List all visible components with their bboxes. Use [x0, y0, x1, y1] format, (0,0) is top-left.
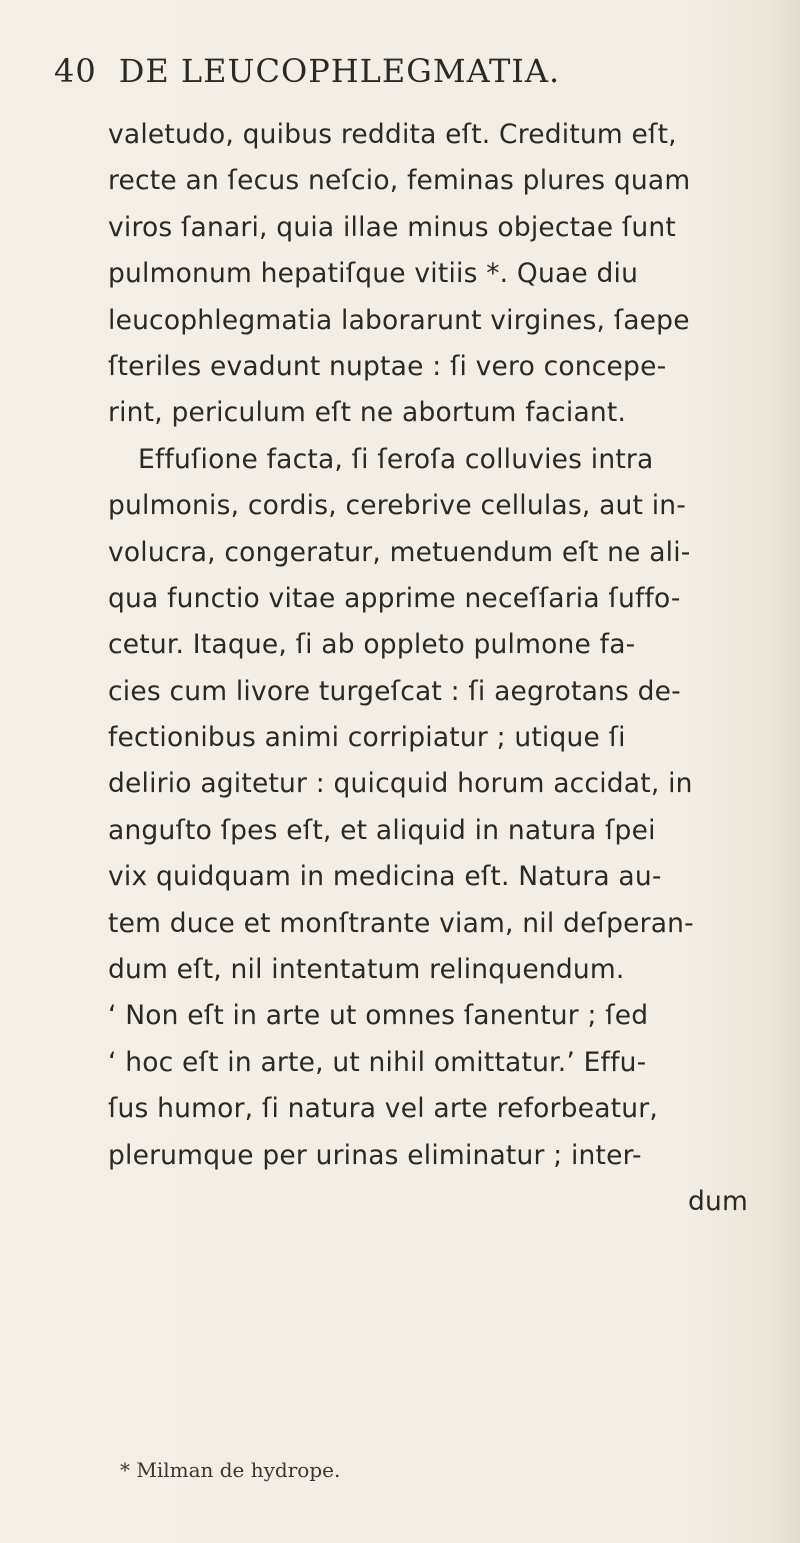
text-line: anguſto ſpes eſt, et aliquid in natura ſpei — [108, 814, 656, 846]
running-header — [54, 52, 754, 90]
text-line: vix quidquam in medicina eſt. Natura au- — [108, 861, 662, 893]
text-line: fectionibus animi corripiatur ; utique ſi — [108, 722, 626, 754]
page-number: 40 — [54, 52, 97, 90]
quote-line: ‘ hoc eſt in arte, ut nihil omittatur.’ Effu- — [108, 1046, 647, 1078]
text-line: pulmonum hepatiſque vitiis *. Quae diu — [108, 258, 639, 290]
text-line: pulmonis, cordis, cerebrive cellulas, aut in- — [108, 490, 687, 522]
catchword: dum — [687, 1185, 748, 1217]
text-line: delirio agitetur : quicquid horum accidat, in — [108, 768, 693, 800]
text-line: viros ſanari, quia illae minus objectae ſunt — [108, 211, 676, 243]
text-line: ſus humor, ſi natura vel arte reforbeatur, — [108, 1093, 658, 1125]
text-line: dum eſt, nil intentatum relinquendum. — [108, 954, 625, 986]
text-line: ſteriles evadunt nuptae : ſi vero concepe- — [108, 350, 667, 382]
text-line: plerumque per urinas eliminatur ; inter- — [108, 1139, 642, 1171]
text-line: leucophlegmatia laborarunt virgines, ſaepe — [108, 304, 690, 336]
text-line: valetudo, quibus reddita eſt. Creditum eſt, — [108, 119, 677, 150]
footnote: * Milman de hydrope. — [120, 1458, 341, 1482]
text-line: rint, periculum eſt ne abortum faciant. — [108, 397, 627, 429]
quote-line: ‘ Non eſt in arte ut omnes ſanentur ; ſed — [108, 1000, 649, 1032]
text-line: volucra, congeratur, metuendum eſt ne ali- — [108, 536, 691, 568]
running-title: DE LEUCOPHLEGMATIA. — [118, 52, 561, 90]
text-line: cetur. Itaque, ſi ab oppleto pulmone fa- — [108, 629, 636, 661]
paragraph-start-line: Effuſione facta, ſi ſeroſa colluvies intra — [138, 443, 654, 475]
text-line: tem duce et monſtrante viam, nil deſperan- — [108, 907, 694, 939]
body-text — [108, 112, 768, 1225]
text-line: cies cum livore turgeſcat : ſi aegrotans de- — [108, 675, 681, 707]
text-line: recte an ſecus neſcio, feminas plures quam — [108, 165, 691, 197]
text-line: qua functio vitae apprime neceſſaria ſuffo- — [108, 582, 681, 614]
